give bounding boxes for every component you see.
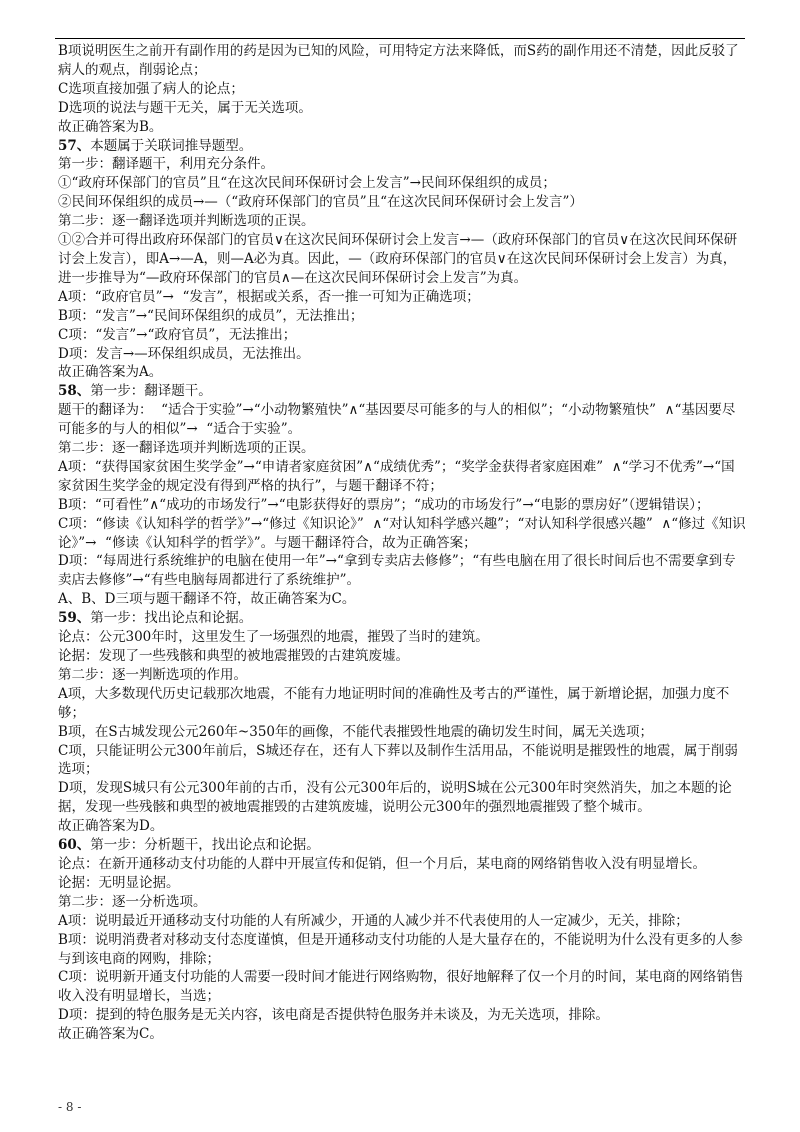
text-line: C项：“发言”→“政府官员”，无法推出； xyxy=(58,326,297,343)
question-heading-60 xyxy=(58,836,748,855)
top-rule xyxy=(55,38,745,39)
text-line: B项，在S古城发现公元260年~350年的画像，不能代表摧毁性地震的确切发生时间，属无关选项； xyxy=(58,723,654,740)
text-line: 论点：公元300年时，这里发生了一场强烈的地震，摧毁了当时的建筑。 xyxy=(58,629,489,646)
text-line: 论据：发现了一些残骸和典型的被地震摧毁的古建筑废墟。 xyxy=(58,648,409,664)
text-line: C项：说明新开通支付功能的人需要一段时间才能进行网络购物，很好地解释了仅一个月的时间，某电商的网络销售收入没有明显增长，当选； xyxy=(58,969,744,1005)
question-heading-text: 第一步：分析题干，找出论点和论据。 xyxy=(90,837,320,854)
text-line: 第二步：逐一翻译选项并判断选项的正误。 xyxy=(58,440,315,457)
question-number: 57、 xyxy=(58,137,91,154)
text-line: C选项直接加强了病人的论点； xyxy=(58,80,244,97)
question-heading-59 xyxy=(58,609,748,628)
text-line: A项，大多数现代历史记载那次地震，不能有力地证明时间的准确性及考古的严谨性，属于新增论据，加强力度不够； xyxy=(58,685,730,721)
text-line: 第二步：逐一分析选项。 xyxy=(58,893,207,910)
question-heading-58 xyxy=(58,382,748,401)
text-line: B项：“可看性”∧“成功的市场发行”→“电影获得好的票房”；“成功的市场发行”→“电影的票房好”（逻辑错误）； xyxy=(58,496,710,513)
page-number: - 8 - xyxy=(58,1100,82,1114)
text-line: D项：发言→—环保组织成员，无法推出。 xyxy=(58,345,310,362)
answer-line: 故正确答案为C。 xyxy=(58,1026,163,1043)
text-line: C项，只能证明公元300年前后，S城还存在，还有人下葬以及制作生活用品，不能说明是摧毁性的地震，属于削弱选项； xyxy=(58,742,738,778)
text-line: 第二步：逐一判断选项的作用。 xyxy=(58,666,247,683)
answer-line: 故正确答案为D。 xyxy=(58,818,164,835)
text-line: ②民间环保组织的成员→—（“政府环保部门的官员”且“在这次民间环保研讨会上发言”） xyxy=(58,194,583,211)
text-line: A项：说明最近开通移动支付功能的人有所减少，开通的人减少并不代表使用的人一定减少，无关，排除； xyxy=(58,912,689,929)
answer-line: A、B、D三项与题干翻译不符，故正确答案为C。 xyxy=(58,591,356,608)
text-line: 第一步：翻译题干，利用充分条件。 xyxy=(58,156,274,173)
text-line: A项：“政府官员”→ “发言”，根据或关系，否一推一可知为正确选项； xyxy=(58,288,480,305)
text-line: D项，发现S城只有公元300年前的古币，没有公元300年后的，说明S城在公元300年时突然消失，加之本题的论据，发现一些残骸和典型的被地震摧毁的古建筑废墟，说明公元300年的强烈地震摧毁了整个城市。 xyxy=(58,780,732,816)
question-heading-text: 本题属于关联词推导题型。 xyxy=(90,137,253,154)
text-line: 论点：在新开通移动支付功能的人群中开展宣传和促销，但一个月后，某电商的网络销售收入没有明显增长。 xyxy=(58,855,706,872)
text-line: D项：提到的特色服务是无关内容，该电商是否提供特色服务并未谈及，为无关选项，排除。 xyxy=(58,1007,609,1024)
text-line: D项：“每周进行系统维护的电脑在使用一年”→“拿到专卖店去修修”；“有些电脑在用了很长时间后也不需要拿到专卖店去修修”→“有些电脑每周都进行了系统维护”。 xyxy=(58,553,736,589)
text-line: 第二步：逐一翻译选项并判断选项的正误。 xyxy=(58,213,315,230)
answer-line: 故正确答案为B。 xyxy=(58,118,163,135)
question-number: 58、 xyxy=(58,383,91,400)
text-line: 论据：无明显论据。 xyxy=(58,874,180,891)
question-heading-text: 第一步：翻译题干。 xyxy=(90,383,212,400)
question-heading-57 xyxy=(58,137,748,156)
text-line: D选项的说法与题干无关，属于无关选项。 xyxy=(58,99,312,116)
text-line: 题干的翻译为： “适合于实验”→“小动物繁殖快”∧“基因要尽可能多的与人的相似”；“小动物繁殖快” ∧“基因要尽可能多的与人的相似”→ “适合于实验”。 xyxy=(58,402,736,438)
answer-line: 故正确答案为A。 xyxy=(58,364,163,381)
question-number: 60、 xyxy=(58,837,91,854)
question-number: 59、 xyxy=(58,610,91,627)
answer-explanations xyxy=(58,42,748,1044)
text-line: A项：“获得国家贫困生奖学金”→“申请者家庭贫困”∧“成绩优秀”；“奖学金获得者家庭困难” ∧“学习不优秀”→“国家贫困生奖学金的规定没有得到严格的执行”，与题干翻译不符； xyxy=(58,458,735,494)
text-line: B项：说明消费者对移动支付态度谨慎，但是开通移动支付功能的人是大量存在的，不能说明为什么没有更多的人参与到该电商的网购，排除； xyxy=(58,931,743,967)
text-line: B项说明医生之前开有副作用的药是因为已知的风险，可用特定方法来降低，而S药的副作用还不清楚，因此反驳了病人的观点，削弱论点； xyxy=(58,43,739,78)
text-line: ①“政府环保部门的官员”且“在这次民间环保研讨会上发言”→民间环保组织的成员； xyxy=(58,175,556,192)
question-heading-text: 第一步：找出论点和论据。 xyxy=(90,610,253,627)
text-line: C项：“修读《认知科学的哲学》”→“修过《知识论》” ∧“对认知科学感兴趣”；“对认知科学很感兴趣” ∧“修过《知识论》”→ “修读《认知科学的哲学》”。与题干翻译符合，故为正确答案； xyxy=(58,515,746,551)
text-line: ①②合并可得出政府环保部门的官员∨在这次民间环保研讨会上发言→—（政府环保部门的官员∨在这次民间环保研讨会上发言），即A→—A，则—A必为真。因此，—（政府环保部门的官员∨在这次民间环保研讨会上发言）为真，进一步推导为“—政府环保部门的官员∧—在这次民间环保研讨会上发言”为真。 xyxy=(58,232,738,286)
text-line: B项：“发言”→“民间环保组织的成员”，无法推出； xyxy=(58,307,364,324)
